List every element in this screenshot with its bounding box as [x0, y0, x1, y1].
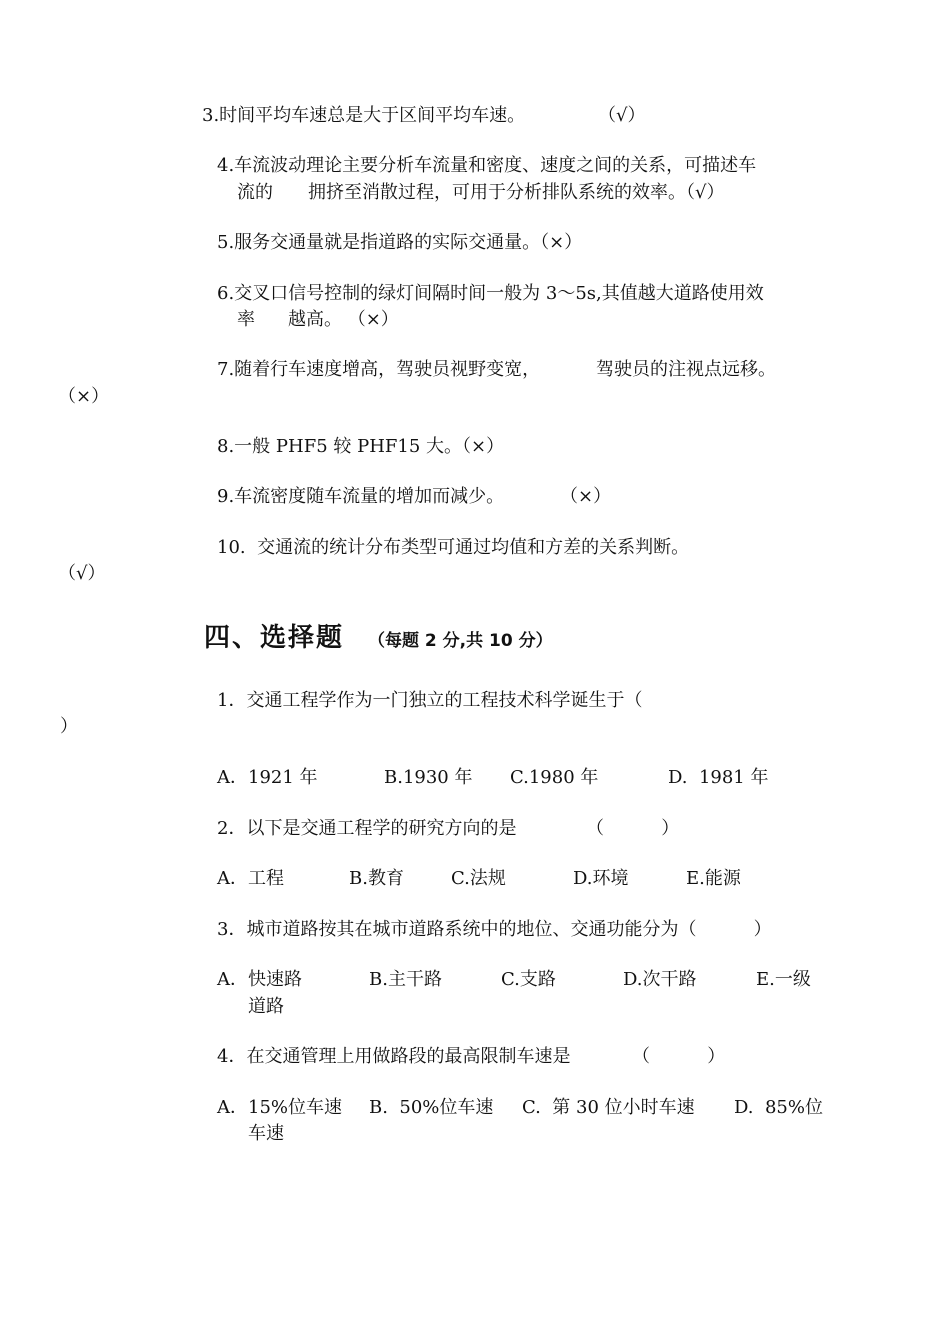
question-3-stem: 3．城市道路按其在城市道路系统中的地位、交通功能分为（ ） [217, 919, 772, 940]
question-3-option-a: A．快速路 [217, 969, 302, 990]
judgement-item-3: 3.时间平均车速总是大于区间平均车速。 [202, 105, 526, 126]
judgement-item-10: 10. 交通流的统计分布类型可通过均值和方差的关系判断。 [217, 537, 690, 558]
question-2-option-c: C.法规 [451, 868, 506, 889]
section-title: 四、选择题 [204, 623, 345, 653]
judgement-mark-7: （×） [58, 386, 110, 407]
question-2-option-a: A．工程 [217, 868, 284, 889]
question-2-option-b: B.教育 [349, 868, 404, 889]
judgement-item-4-line1: 4.车流波动理论主要分析车流量和密度、速度之间的关系，可描述车 [217, 155, 757, 176]
judgement-item-6-line2a: 率 [237, 309, 255, 330]
question-3-option-e: E.一级 [756, 969, 811, 990]
question-3-option-b: B.主干路 [369, 969, 442, 990]
question-1-option-b: B.1930 年 [384, 767, 473, 788]
question-4-stem: 4．在交通管理上用做路段的最高限制车速是 [217, 1046, 571, 1067]
judgement-item-8: 8.一般 PHF5 较 PHF15 大。（×） [217, 436, 505, 457]
question-3-option-d: D.次干路 [623, 969, 697, 990]
question-1-stem-tail: ） [60, 716, 78, 737]
judgement-item-4-line2a: 流的 [237, 182, 273, 203]
question-4-option-d-cont: 车速 [248, 1123, 284, 1144]
question-4-answer-blank: （ ） [632, 1046, 726, 1067]
section-note: （每题 2 分,共 10 分） [368, 631, 553, 651]
judgement-item-9: 9.车流密度随车流量的增加而减少。 [217, 486, 505, 507]
judgement-item-7-cont: 驾驶员的注视点远移。 [596, 359, 776, 380]
question-4-option-a: A．15%位车速 [217, 1097, 343, 1118]
judgement-item-5: 5.服务交通量就是指道路的实际交通量。（×） [217, 232, 583, 253]
judgement-item-7: 7.随着行车速度增高，驾驶员视野变宽， [217, 359, 541, 380]
question-4-option-d: D. 85%位 [734, 1097, 823, 1118]
question-2-answer-blank: （ ） [586, 818, 680, 839]
question-2-stem: 2．以下是交通工程学的研究方向的是 [217, 818, 517, 839]
judgement-mark-3: （√） [598, 105, 646, 126]
question-3-option-c: C.支路 [501, 969, 556, 990]
question-1-option-c: C.1980 年 [510, 767, 599, 788]
judgement-item-6-line1: 6.交叉口信号控制的绿灯间隔时间一般为 3～5s,其值越大道路使用效 [217, 283, 764, 304]
question-2-option-e: E.能源 [686, 868, 741, 889]
question-2-option-d: D.环境 [573, 868, 629, 889]
question-4-option-b: B. 50%位车速 [369, 1097, 494, 1118]
question-1-option-d: D. 1981 年 [668, 767, 769, 788]
judgement-mark-9: （×） [560, 486, 612, 507]
judgement-mark-10: （√） [58, 563, 106, 584]
question-4-option-c: C. 第 30 位小时车速 [522, 1097, 695, 1118]
question-3-option-e-cont: 道路 [248, 996, 284, 1017]
judgement-item-4-line2b: 拥挤至消散过程，可用于分析排队系统的效率。（√） [308, 182, 725, 203]
question-1-stem: 1．交通工程学作为一门独立的工程技术科学诞生于（ [217, 690, 643, 711]
question-1-option-a: A．1921 年 [217, 767, 318, 788]
judgement-item-6-line2b: 越高。 （×） [288, 309, 399, 330]
